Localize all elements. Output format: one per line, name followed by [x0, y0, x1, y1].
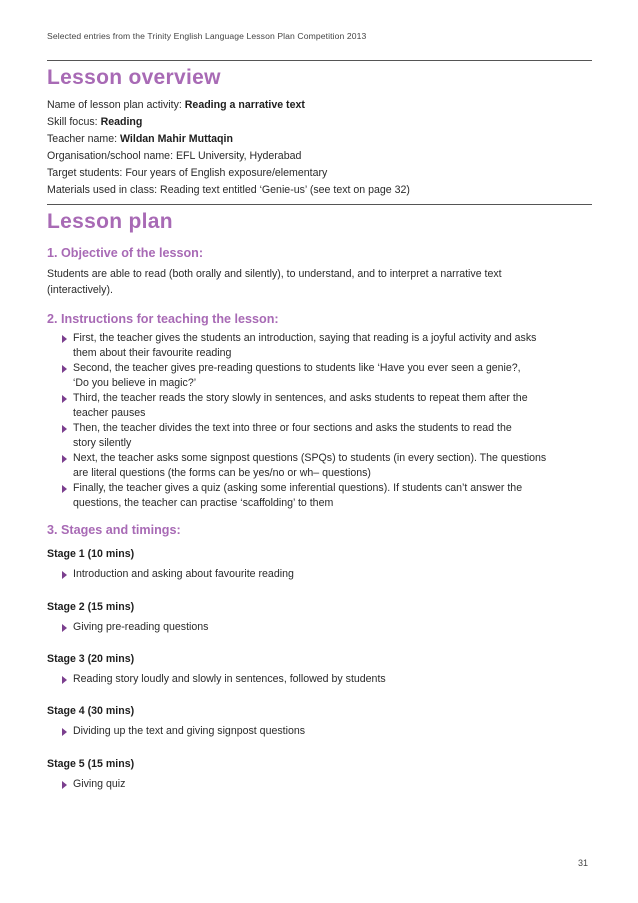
instructions-heading: 2. Instructions for teaching the lesson: [47, 312, 279, 326]
bullet-icon [62, 728, 67, 736]
overview-fields [47, 97, 410, 199]
bullet-icon [62, 485, 67, 493]
list-item: Next, the teacher asks some signpost questions (SPQs) to students (in every section). The questions are literal questions (the forms can be yes/no or wh– questions) [62, 451, 590, 481]
running-header: Selected entries from the Trinity English Language Lesson Plan Competition 2013 [47, 31, 367, 41]
bullet-icon [62, 455, 67, 463]
instructions-list [62, 331, 590, 511]
overview-field-skill: Skill focus: Reading [47, 116, 143, 128]
overview-field-target: Target students: Four years of English exposure/elementary [47, 167, 328, 179]
objective-heading: 1. Objective of the lesson: [47, 246, 204, 260]
lesson-overview-heading: Lesson overview [47, 66, 221, 89]
bullet-icon [62, 365, 67, 373]
bullet-icon [62, 781, 67, 789]
overview-field-activity: Name of lesson plan activity: Reading a narrative text [47, 99, 305, 111]
section-rule [47, 204, 592, 205]
header-rule [47, 60, 592, 61]
overview-field-teacher: Teacher name: Wildan Mahir Muttaqin [47, 133, 233, 145]
list-item: Second, the teacher gives pre-reading questions to students like ‘Have you ever seen a genie?, ‘Do you believe in magic?’ [62, 361, 590, 391]
list-item: Third, the teacher reads the story slowly in sentences, and asks students to repeat them after the teacher pauses [62, 391, 590, 421]
stage-5-item: Giving quiz [62, 778, 125, 790]
objective-text: Students are able to read (both orally and silently), to understand, and to interpret a narrative text (interactively). [47, 268, 502, 296]
bullet-icon [62, 571, 67, 579]
stage-3-item: Reading story loudly and slowly in sentences, followed by students [62, 673, 386, 685]
bullet-icon [62, 425, 67, 433]
stage-1-item: Introduction and asking about favourite reading [62, 568, 294, 580]
stage-3-title: Stage 3 (20 mins) [47, 653, 135, 665]
overview-field-materials: Materials used in class: Reading text entitled ‘Genie-us’ (see text on page 32) [47, 184, 410, 196]
list-item: Then, the teacher divides the text into three or four sections and asks the students to read the story silently [62, 421, 590, 451]
stage-5-title: Stage 5 (15 mins) [47, 758, 135, 770]
bullet-icon [62, 624, 67, 632]
page-number: 31 [578, 858, 589, 868]
bullet-icon [62, 395, 67, 403]
overview-field-organisation: Organisation/school name: EFL University, Hyderabad [47, 150, 302, 162]
stages-heading: 3. Stages and timings: [47, 523, 181, 537]
list-item: Finally, the teacher gives a quiz (asking some inferential questions). If students can’t answer the questions, the teacher can practise ‘scaffolding’ to them [62, 481, 590, 511]
stage-1-title: Stage 1 (10 mins) [47, 548, 135, 560]
stage-4-title: Stage 4 (30 mins) [47, 705, 135, 717]
stage-2-title: Stage 2 (15 mins) [47, 601, 135, 613]
stage-4-item: Dividing up the text and giving signpost questions [62, 725, 305, 737]
lesson-plan-heading: Lesson plan [47, 210, 173, 233]
stage-2-item: Giving pre-reading questions [62, 621, 208, 633]
bullet-icon [62, 676, 67, 684]
list-item: First, the teacher gives the students an introduction, saying that reading is a joyful activity and asks them about their favourite reading [62, 331, 590, 361]
bullet-icon [62, 335, 67, 343]
